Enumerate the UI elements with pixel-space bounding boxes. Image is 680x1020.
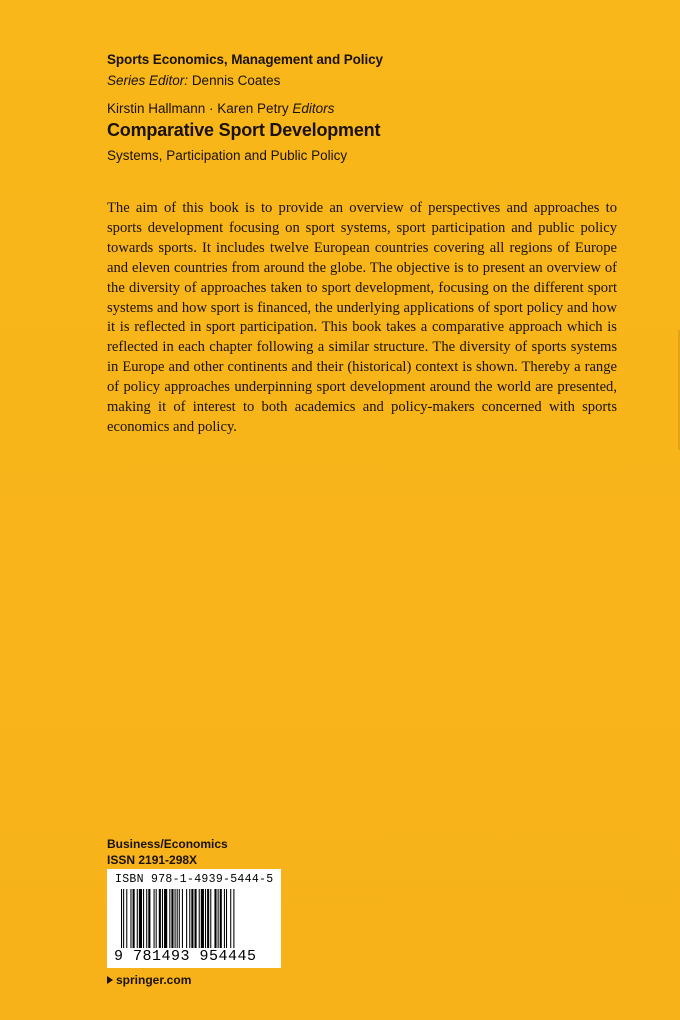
barcode-bar [143, 889, 144, 951]
barcode-bar [214, 889, 216, 951]
publisher-url[interactable]: springer.com [116, 973, 192, 987]
publisher-link[interactable] [107, 973, 191, 987]
book-blurb: The aim of this book is to provide an overview of perspectives and approaches to sports development focusing on sport systems, sport participation and public policy towards sports. It includes twelve European countries covering all regions of Europe and eleven countries from around the globe. The objective is to present an overview of the diversity of approaches taken to sport development, focusing on the different sport systems and how sport is financed, the underlying applications of sport policy and how it is reflected in sport participation. This book takes a comparative approach which is reflected in each chapter following a similar structure. The diversity of sports systems in Europe and other continents and their (historical) context is shown. Thereby a range of policy approaches underpinning sport development around the world are presented, making it of interest to both academics and policy-makers concerned with sports economics and policy. [107, 200, 617, 435]
subject-category: Business/Economics [107, 837, 228, 851]
barcode-bar [148, 889, 150, 951]
barcode-bar [205, 889, 206, 951]
barcode-bar [191, 889, 193, 951]
isbn-barcode [107, 869, 281, 968]
book-editors-role: Editors [292, 101, 335, 116]
barcode-bar [121, 889, 122, 951]
barcode-bar [210, 889, 211, 951]
book-editors-names: Kirstin Hallmann · Karen Petry [107, 101, 289, 116]
series-editor-name: Dennis Coates [191, 73, 281, 88]
barcode-bars [121, 889, 273, 951]
barcode-bar [133, 889, 135, 951]
barcode-bar [199, 889, 200, 951]
barcode-bar [171, 889, 173, 951]
series-editor-role: Series Editor: [107, 73, 189, 88]
barcode-bar [186, 889, 187, 951]
series-editor-line [107, 73, 280, 88]
barcode-bar [218, 889, 219, 951]
barcode-bar [139, 889, 142, 951]
barcode-bar [189, 889, 190, 951]
series-title: Sports Economics, Management and Policy [107, 52, 383, 67]
barcode-bar [156, 889, 157, 951]
barcode-bar [137, 889, 138, 951]
barcode-bar [207, 889, 209, 951]
issn-number: ISSN 2191-298X [107, 853, 198, 867]
barcode-bar [123, 889, 124, 951]
barcode-bar [201, 889, 204, 951]
barcode-bar [126, 889, 127, 951]
barcode-digits: 9 781493 954445 [114, 948, 257, 965]
barcode-bar [169, 889, 170, 951]
barcode-bar [230, 889, 231, 951]
isbn-label: ISBN 978-1-4939-5444-5 [115, 873, 274, 886]
barcode-bar [195, 889, 197, 951]
barcode-bar [159, 889, 161, 951]
barcode-bar [164, 889, 167, 951]
book-subtitle: Systems, Participation and Public Policy [107, 148, 348, 163]
book-editors-line [107, 101, 334, 116]
barcode-bar [130, 889, 131, 951]
barcode-bar [154, 889, 155, 951]
barcode-bar [179, 889, 180, 951]
barcode-bar [177, 889, 178, 951]
triangle-right-icon [107, 976, 113, 984]
barcode-bar [226, 889, 227, 951]
barcode-bar [146, 889, 147, 951]
barcode-bar [182, 889, 183, 951]
barcode-bar [220, 889, 222, 951]
barcode-bar [224, 889, 225, 951]
book-title: Comparative Sport Development [107, 120, 381, 140]
barcode-bar [233, 889, 234, 951]
barcode-bar [175, 889, 176, 951]
barcode-bar [162, 889, 163, 951]
